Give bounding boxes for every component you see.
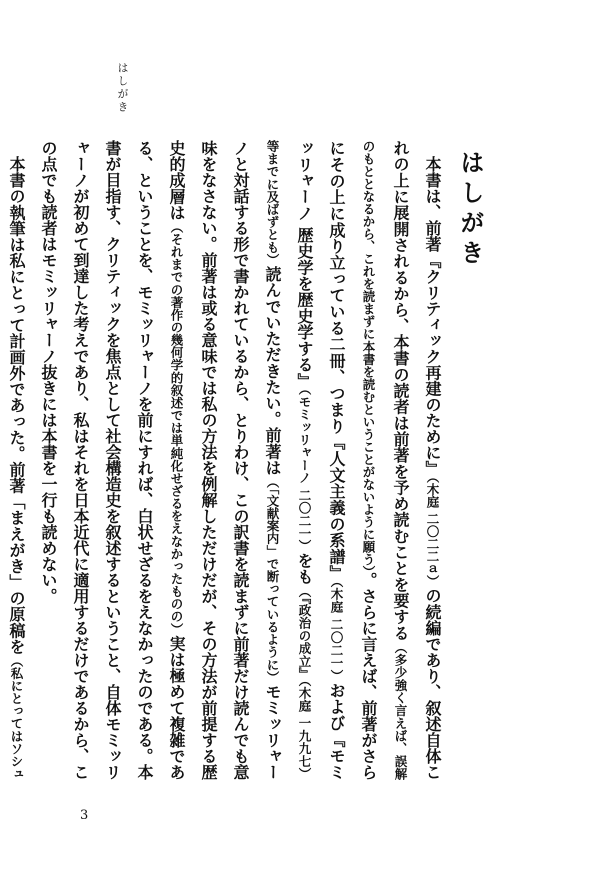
text-segment: 。さらに言えば、前著がさらにその上に成り立っている二冊、つまり『人文主義の系譜』 <box>327 140 378 781</box>
annotation-segment: （私にとってはソシュ <box>9 654 24 781</box>
page-number: 3 <box>80 808 89 823</box>
text-segment: および『モミッリャーノ 歴史学を歴史学する』 <box>295 140 346 781</box>
text-segment: をも <box>295 552 314 585</box>
annotation-segment: （それまでの著作の幾何学的叙述では単純化せざるをえなかったものの） <box>169 220 184 636</box>
chapter-title: はしがき <box>456 150 485 270</box>
annotation-segment: （多少強く言えば、誤解のもととなるから、これを読まずに本書を読むということがないように願う） <box>361 140 408 781</box>
running-head: はしがき <box>116 62 129 114</box>
annotation-segment: （木庭 二〇二一） <box>329 581 344 683</box>
text-segment: の続編であり、叙述自体これの上に展開されるから、本書の読者は前著を予め読むことを要する <box>391 140 442 781</box>
text-segment: 本書の執筆は私にとって計画外であった。前著「まえがき」の原稿を <box>7 156 26 655</box>
text-segment: モミッリャーノと対話する形で書かれているから、とりわけ、この訳書を読まずに前著だけ読んでも意味をなさない。前著は或る意味では私の方法を例解しただけだが、その方法が前提する歴史的成層は <box>167 140 282 781</box>
paragraph-2 <box>0 140 32 780</box>
annotation-segment: （「文献案内」で断っているように） <box>265 475 280 684</box>
annotation-segment: （モミッリャーノ 二〇二一） <box>297 388 312 553</box>
paragraph-1 <box>32 140 448 780</box>
annotation-segment: （木庭 二〇二二ａ） <box>425 476 440 588</box>
body-text <box>7 140 448 781</box>
annotation-segment: （『政治の成立』（木庭 一九九七）等までに及ばずとも） <box>265 140 312 780</box>
text-segment: 実は極めて複雑である、ということを、モミッリャーノを前にすれば、白状せざるをえなかったのである。本書が目指す、クリティックを焦点として社会構造史を叙述するということ、自体モミッリャーノが初めて到達した考えであり、私はそれを日本近代に適用するだけであるから、この点でも読者はモミッリャーノ抜きには本書を一行も読めない。 <box>39 140 186 781</box>
text-segment: 本書は、前著『クリティック再建のために』 <box>423 156 442 477</box>
text-segment: 読んでいただきたい。前著は <box>263 266 282 476</box>
